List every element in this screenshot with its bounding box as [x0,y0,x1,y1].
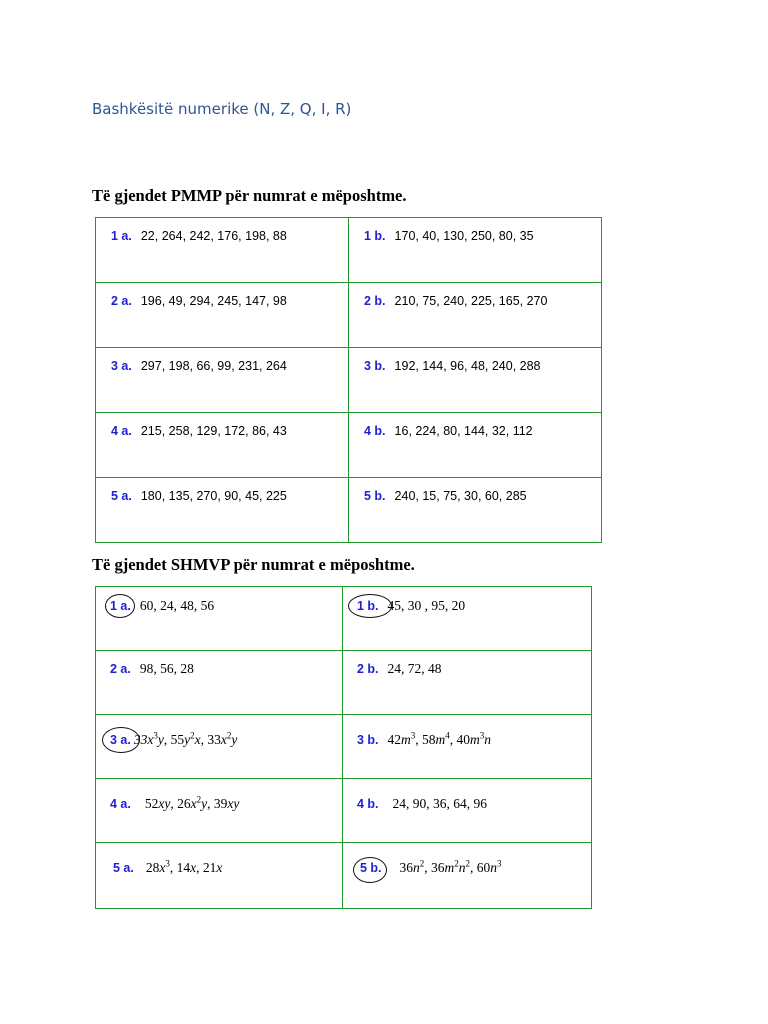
exercise-values: 215, 258, 129, 172, 86, 43 [140,424,287,438]
table-cell [343,715,592,779]
exercise-label: 2 b. [364,294,386,308]
exercise-values: 22, 264, 242, 176, 198, 88 [140,229,287,243]
exercise-label: 2 b. [357,662,379,676]
table-row [96,651,592,715]
expression-4a: 52xy, $26x^2y$, 39xy [144,794,240,811]
table-cell [343,587,592,651]
table-row [96,283,602,348]
exercise-label: 5 a. [111,489,132,503]
section1-title: Të gjendet PMMP për numrat e mëposhtme. [92,186,407,205]
expression-5b: $36n^2$, $36m^2n^2$, $60n^3$ [399,858,502,875]
exercise-values: 170, 40, 130, 250, 80, 35 [394,229,534,243]
exercise-label: 5 b. [364,489,386,503]
exercise-values: 180, 135, 270, 90, 45, 225 [140,489,287,503]
table-row [96,413,602,478]
exercise-values: 192, 144, 96, 48, 240, 288 [394,359,541,373]
table-cell [343,779,592,843]
table-cell [96,283,349,348]
shmvp-table [95,586,592,909]
section2-title: Të gjendet SHMVP për numrat e mëposhtme. [92,555,415,574]
exercise-values: 240, 15, 75, 30, 60, 285 [394,489,527,503]
exercise-label: 3 a. [111,359,132,373]
exercise-label: 3 b. [364,359,386,373]
expression-3b: $42m^3$, $58m^4$, $40m^3n$ [387,730,492,747]
table-cell [96,779,343,843]
page-heading: Bashkësitë numerike (N, Z, Q, I, R) [92,100,352,118]
exercise-label: 4 b. [364,424,386,438]
table-cell [349,283,602,348]
table-cell [96,651,343,715]
exercise-label: 4 a. [111,424,132,438]
exercise-values: 98, 56, 28 [139,661,194,676]
exercise-values: 24, 90, 36, 64, 96 [392,796,488,811]
expression-3a: $33x^3y$, $55y^2x$, $33x^2y$ [133,730,238,747]
exercise-label: 2 a. [110,662,131,676]
table-cell [96,587,343,651]
table-cell [96,218,349,283]
exercise-label: 4 a. [110,797,131,811]
exercise-label: 1 b. [364,229,386,243]
exercise-label: 1 a. [110,599,131,613]
exercise-label: 3 b. [357,733,379,747]
table-cell [343,843,592,909]
expression-5a: $28x^3$, 14x, 21x [145,858,223,875]
exercise-label: 5 b. [360,861,382,875]
table-row [96,348,602,413]
exercise-label: 2 a. [111,294,132,308]
exercise-values: 60, 24, 48, 56 [139,598,215,613]
exercise-values: 45, 30 , 95, 20 [387,598,466,613]
table-cell [349,348,602,413]
table-cell [96,715,343,779]
table-cell [96,478,349,543]
exercise-values: 297, 198, 66, 99, 231, 264 [140,359,287,373]
table-cell [349,218,602,283]
exercise-values: 24, 72, 48 [387,661,442,676]
table-row [96,218,602,283]
exercise-label: 3 a. [110,733,131,747]
table-row [96,587,592,651]
table-row [96,715,592,779]
exercise-values: 196, 49, 294, 245, 147, 98 [140,294,287,308]
table-cell [96,413,349,478]
exercise-label: 5 a. [113,861,134,875]
table-cell [343,651,592,715]
table-cell [96,843,343,909]
pmmp-table [95,217,602,543]
exercise-label: 4 b. [357,797,379,811]
table-cell [349,413,602,478]
exercise-label: 1 b. [357,599,379,613]
exercise-values: 210, 75, 240, 225, 165, 270 [394,294,548,308]
exercise-values: 16, 224, 80, 144, 32, 112 [394,424,533,438]
table-cell [96,348,349,413]
table-row [96,779,592,843]
table-row [96,843,592,909]
table-cell [349,478,602,543]
table-row [96,478,602,543]
exercise-label: 1 a. [111,229,132,243]
